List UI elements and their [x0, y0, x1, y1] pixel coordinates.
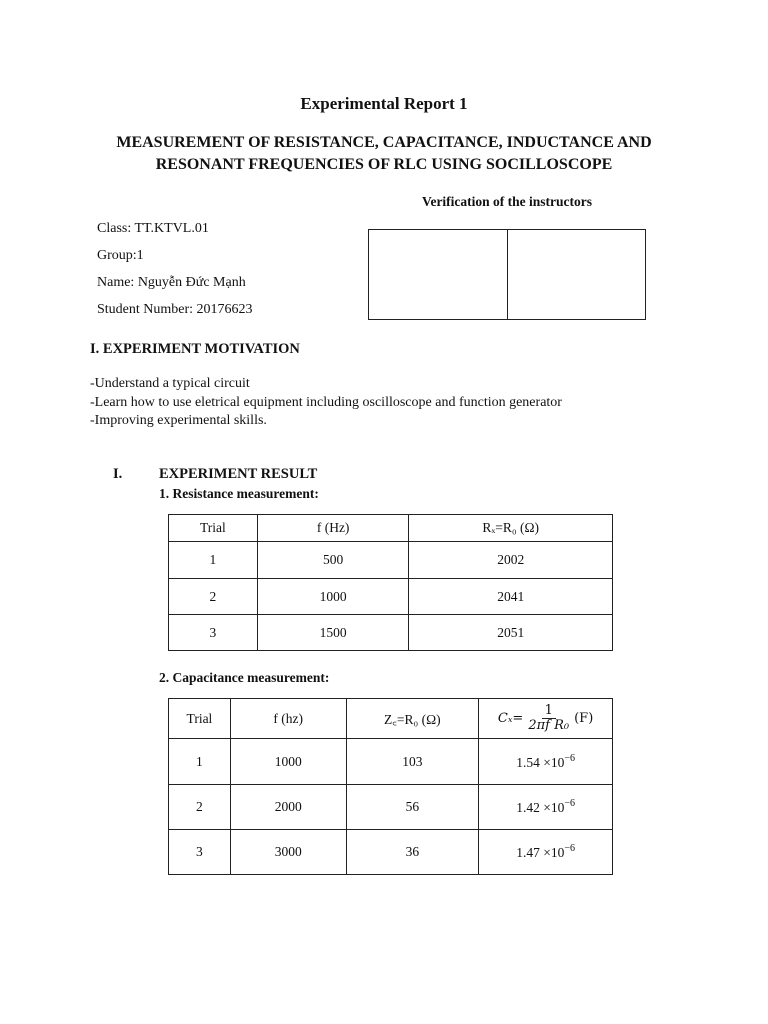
formula-unit: (F)	[574, 711, 594, 726]
header-cell: f (Hz)	[257, 515, 409, 542]
table-row	[169, 739, 613, 785]
table-cell: 2	[169, 579, 258, 615]
sci-exponent: −6	[564, 798, 575, 809]
table-cell: 2002	[409, 542, 613, 579]
table-cell	[479, 830, 613, 875]
capacitance-heading: 2. Capacitance measurement:	[159, 670, 330, 685]
motivation-item: -Learn how to use eletrical equipment including oscilloscope and function generator	[90, 395, 562, 410]
verification-label: Verification of the instructors	[421, 194, 593, 209]
table-cell: 56	[346, 785, 479, 830]
table-row	[169, 785, 613, 830]
table-cell	[479, 785, 613, 830]
header-cell: Trial	[169, 699, 231, 739]
motivation-item: -Improving experimental skills.	[90, 413, 267, 428]
table-row	[169, 579, 613, 615]
sci-exponent: −6	[564, 752, 575, 764]
table-cell: 2051	[409, 615, 613, 651]
class-info: Class: TT.KTVL.01	[97, 221, 209, 236]
capacitance-formula	[498, 704, 593, 733]
capacitance-table	[168, 698, 613, 875]
subtitle-line-2: RESONANT FREQUENCIES OF RLC USING SOCILLOSCOPE	[155, 156, 613, 173]
student-number-info: Student Number: 20176623	[97, 302, 253, 317]
table-cell: 36	[346, 830, 479, 875]
name-info: Name: Nguyễn Đức Mạnh	[97, 275, 246, 290]
table-header-row	[169, 515, 613, 542]
table-cell: 1500	[257, 615, 409, 651]
verification-cell-right	[507, 230, 646, 319]
header-cell: Rₓ=R₀ (Ω)	[409, 515, 613, 542]
motivation-heading: I. EXPERIMENT MOTIVATION	[90, 341, 300, 357]
result-heading: EXPERIMENT RESULT	[159, 466, 318, 482]
header-cell: Z꜀=R₀ (Ω)	[346, 699, 479, 739]
sci-exponent: −6	[564, 843, 575, 854]
table-cell: 2041	[409, 579, 613, 615]
table-cell	[479, 739, 613, 785]
verification-box	[368, 229, 646, 320]
sci-mantissa: 1.54 ×10	[516, 754, 565, 770]
verification-cell-left	[369, 230, 507, 319]
header-cell: f (hz)	[230, 699, 346, 739]
table-cell: 1	[169, 739, 231, 785]
resistance-heading: 1. Resistance measurement:	[159, 486, 319, 501]
report-title: Experimental Report 1	[300, 94, 468, 113]
capacitance-formula-cell	[479, 699, 613, 739]
table-cell: 2	[169, 785, 231, 830]
table-cell: 3000	[230, 830, 346, 875]
table-header-row	[169, 699, 613, 739]
formula-lhs: Cₓ=	[497, 711, 524, 726]
report-subtitle	[60, 132, 708, 176]
table-cell: 1000	[257, 579, 409, 615]
sci-mantissa: 1.47 ×10	[516, 845, 565, 860]
table-cell: 500	[257, 542, 409, 579]
formula-denominator: 2πf R₀	[528, 718, 570, 733]
table-row	[169, 615, 613, 651]
motivation-item: -Understand a typical circuit	[90, 376, 250, 391]
table-cell: 1000	[230, 739, 346, 785]
subtitle-line-1: MEASUREMENT OF RESISTANCE, CAPACITANCE, INDUCTANCE AND	[116, 134, 652, 151]
table-cell: 2000	[230, 785, 346, 830]
resistance-table	[168, 514, 613, 651]
table-row	[169, 830, 613, 875]
formula-numerator: 1	[542, 704, 556, 719]
sci-mantissa: 1.42 ×10	[516, 800, 565, 815]
group-info: Group:1	[97, 248, 144, 263]
table-cell: 3	[169, 615, 258, 651]
table-row	[169, 542, 613, 579]
formula-fraction	[525, 704, 572, 733]
table-cell: 3	[169, 830, 231, 875]
header-cell: Trial	[169, 515, 258, 542]
result-section-number: I.	[113, 466, 123, 482]
table-cell: 1	[169, 542, 258, 579]
table-cell: 103	[346, 739, 479, 785]
